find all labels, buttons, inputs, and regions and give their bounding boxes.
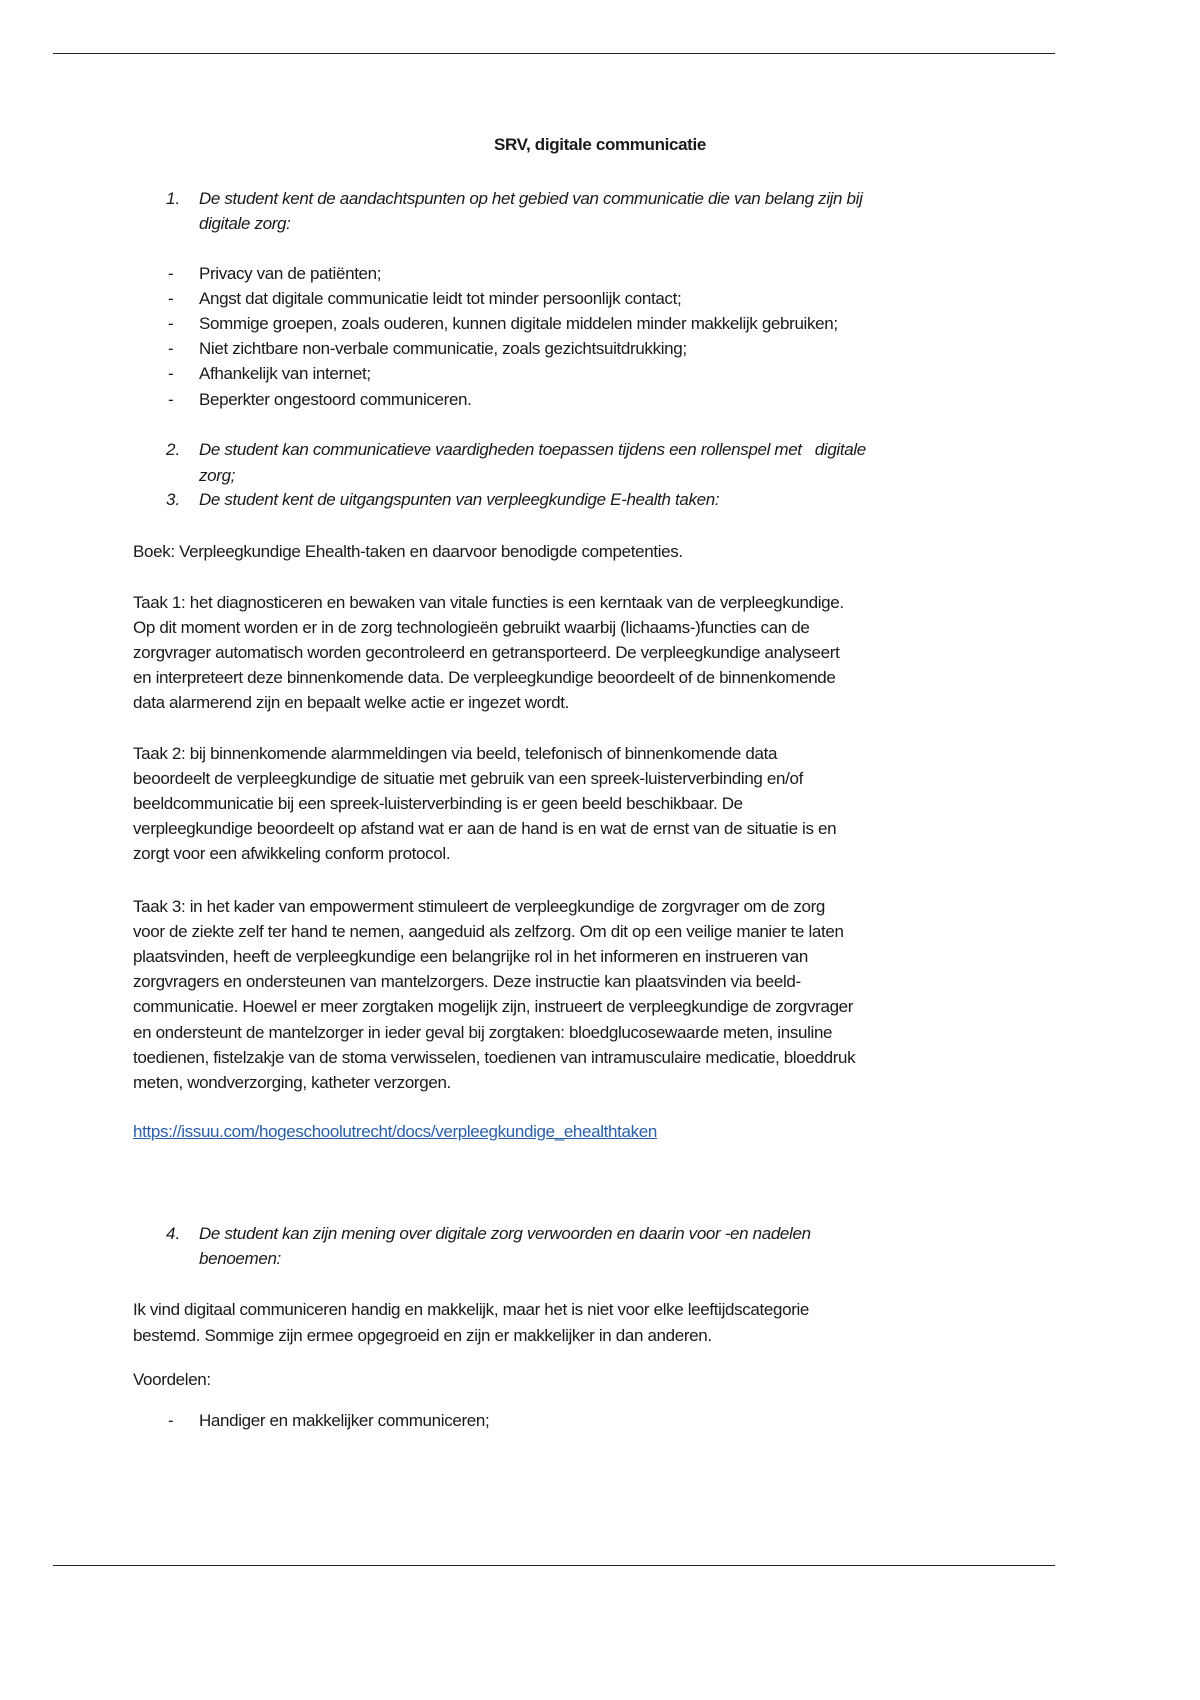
paragraph-line: communicatie. Hoewel er meer zorgtaken mogelijk zijn, instrueert de verpleegkundige de zorgvrager <box>133 997 854 1016</box>
paragraph-line: Taak 1: het diagnosticeren en bewaken van vitale functies is een kerntaak van de verpleegkundige. <box>133 593 844 612</box>
bullet-dash: - <box>168 390 174 409</box>
bullet-item: Angst dat digitale communicatie leidt tot minder persoonlijk contact; <box>199 289 682 308</box>
paragraph-line: Ik vind digitaal communiceren handig en makkelijk, maar het is niet voor elke leeftijdscategorie <box>133 1300 810 1319</box>
paragraph-line: data alarmerend zijn en bepaalt welke actie er ingezet wordt. <box>133 693 570 712</box>
bullet-item: Niet zichtbare non-verbale communicatie, zoals gezichtsuitdrukking; <box>199 339 687 358</box>
bullet-dash: - <box>168 364 174 383</box>
objective-line: benoemen: <box>199 1249 281 1268</box>
objective-line: De student kan communicatieve vaardigheden toepassen tijdens een rollenspel met digitale <box>199 440 866 459</box>
bottom-rule <box>53 1565 1055 1566</box>
top-rule <box>53 53 1055 54</box>
paragraph-line: Op dit moment worden er in de zorg technologieën gebruikt waarbij (lichaams-)functies can de <box>133 618 810 637</box>
paragraph-line: Taak 3: in het kader van empowerment stimuleert de verpleegkundige de zorgvrager om de zorg <box>133 897 825 916</box>
paragraph-line: voor de ziekte zelf ter hand te nemen, aangeduid als zelfzorg. Om dit op een veilige manier te laten <box>133 922 844 941</box>
objective-line: De student kent de aandachtspunten op het gebied van communicatie die van belang zijn bij <box>199 189 863 208</box>
paragraph-line: zorgt voor een afwikkeling conform protocol. <box>133 844 451 863</box>
paragraph-line: meten, wondverzorging, katheter verzorgen. <box>133 1073 451 1092</box>
list-number: 1. <box>166 189 181 208</box>
objective-line: De student kent de uitgangspunten van verpleegkundige E-health taken: <box>199 490 720 509</box>
bullet-item: Sommige groepen, zoals ouderen, kunnen digitale middelen minder makkelijk gebruiken; <box>199 314 838 333</box>
paragraph-line: plaatsvinden, heeft de verpleegkundige een belangrijke rol in het informeren en instrueren van <box>133 947 808 966</box>
bullet-dash: - <box>168 1411 174 1430</box>
paragraph-line: en ondersteunt de mantelzorger in ieder geval bij zorgtaken: bloedglucosewaarde meten, insuline <box>133 1023 833 1042</box>
paragraph-line: beeldcommunicatie bij een spreek-luisterverbinding is er geen beeld beschikbaar. De <box>133 794 743 813</box>
issuu-link[interactable]: https://issuu.com/hogeschoolutrecht/docs/verpleegkundige_ehealthtaken <box>133 1122 657 1141</box>
objective-line: De student kan zijn mening over digitale zorg verwoorden en daarin voor -en nadelen <box>199 1224 811 1243</box>
list-number: 3. <box>166 490 181 509</box>
objective-line: zorg; <box>199 466 236 485</box>
bullet-item: Afhankelijk van internet; <box>199 364 371 383</box>
bullet-item: Beperkter ongestoord communiceren. <box>199 390 472 409</box>
paragraph-line: verpleegkundige beoordeelt op afstand wat er aan de hand is en wat de ernst van de situatie is en <box>133 819 837 838</box>
bullet-dash: - <box>168 264 174 283</box>
paragraph-line: en interpreteert deze binnenkomende data. De verpleegkundige beoordeelt of de binnenkomende <box>133 668 836 687</box>
paragraph-line: beoordeelt de verpleegkundige de situatie met gebruik van een spreek-luisterverbinding en/of <box>133 769 803 788</box>
bullet-item: Handiger en makkelijker communiceren; <box>199 1411 490 1430</box>
paragraph-line: bestemd. Sommige zijn ermee opgegroeid en zijn er makkelijker in dan anderen. <box>133 1326 712 1345</box>
page-title: SRV, digitale communicatie <box>494 135 706 154</box>
paragraph-line: toedienen, fistelzakje van de stoma verwisselen, toedienen van intramusculaire medicatie, bloeddruk <box>133 1048 856 1067</box>
paragraph-line: zorgvragers en ondersteunen van mantelzorgers. Deze instructie kan plaatsvinden via beeld- <box>133 972 801 991</box>
bullet-item: Privacy van de patiënten; <box>199 264 382 283</box>
paragraph-line: Taak 2: bij binnenkomende alarmmeldingen via beeld, telefonisch of binnenkomende data <box>133 744 778 763</box>
paragraph-line: zorgvrager automatisch worden gecontroleerd en getransporteerd. De verpleegkundige analyseert <box>133 643 840 662</box>
bullet-dash: - <box>168 314 174 333</box>
list-number: 4. <box>166 1224 181 1243</box>
book-reference: Boek: Verpleegkundige Ehealth-taken en daarvoor benodigde competenties. <box>133 542 683 561</box>
list-number: 2. <box>166 440 181 459</box>
advantages-heading: Voordelen: <box>133 1370 211 1389</box>
bullet-dash: - <box>168 339 174 358</box>
objective-line: digitale zorg: <box>199 214 291 233</box>
bullet-dash: - <box>168 289 174 308</box>
